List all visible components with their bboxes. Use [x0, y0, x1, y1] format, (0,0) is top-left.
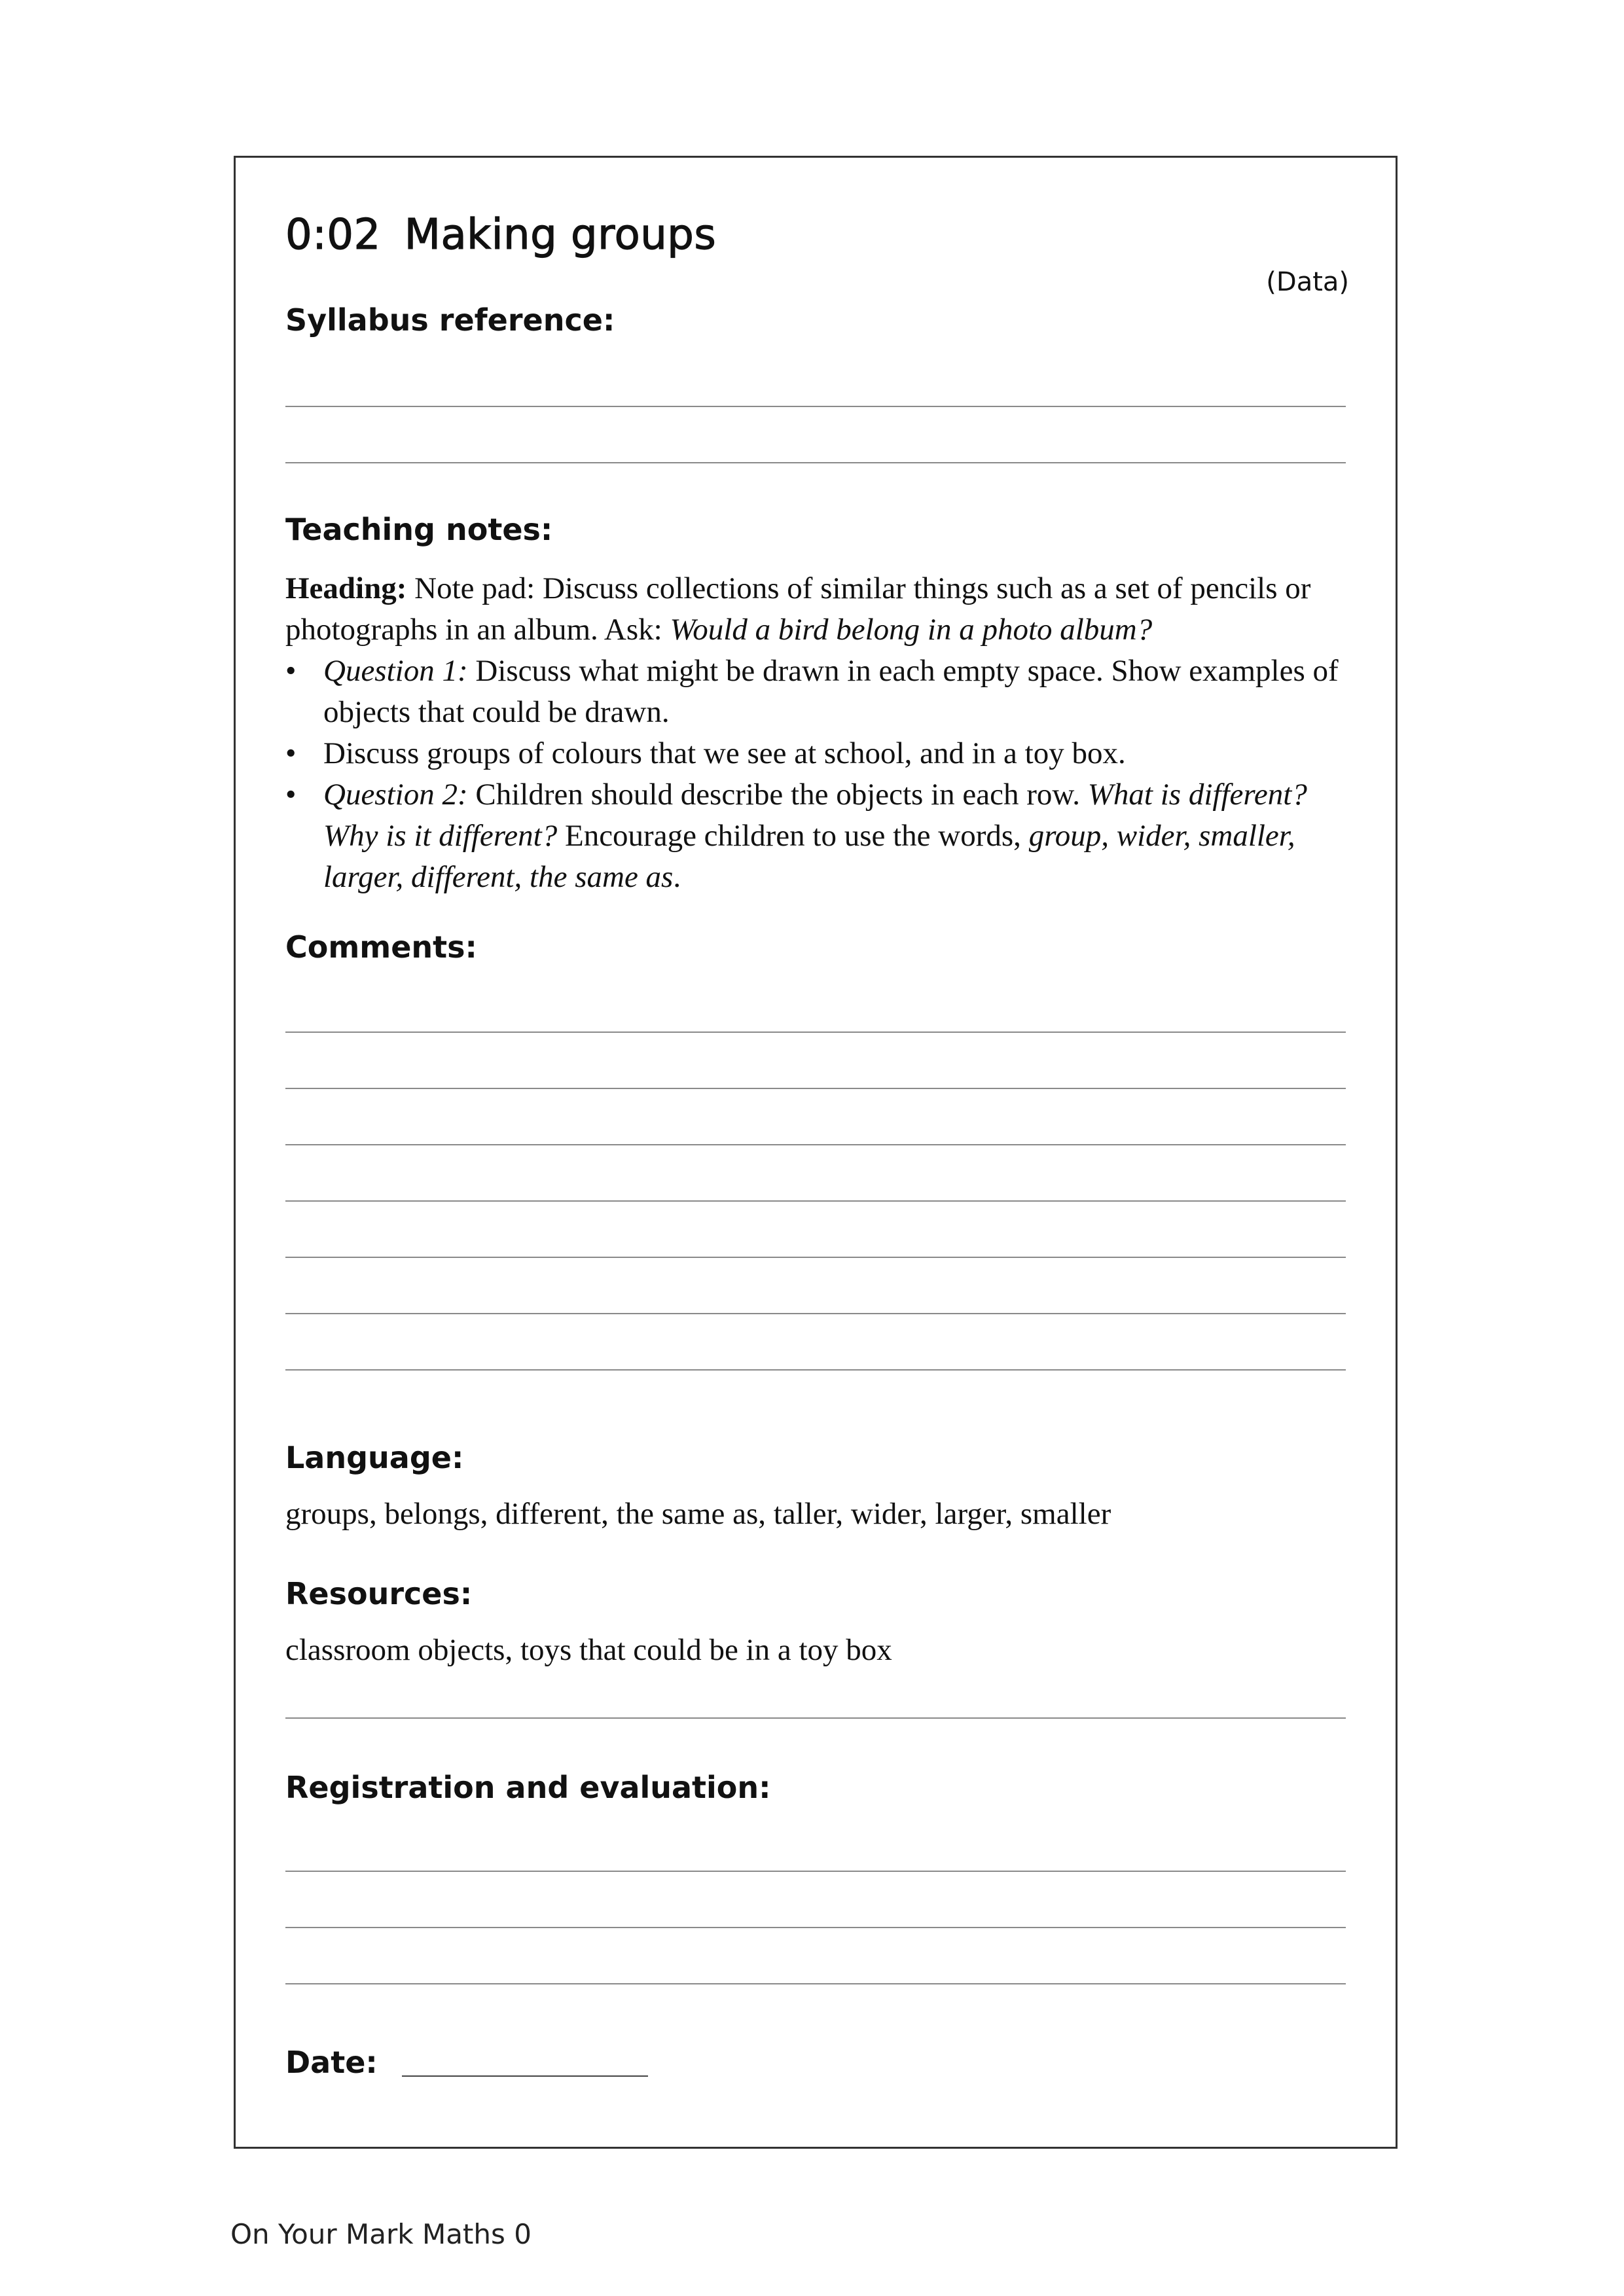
bullet-icon: • [285, 654, 297, 688]
syllabus-line-2[interactable] [285, 462, 1346, 463]
comments-line-5[interactable] [285, 1257, 1346, 1258]
registration-line-3[interactable] [285, 1983, 1346, 1984]
teaching-notes-body [285, 568, 1352, 898]
bullet-text-2: Encourage children to use the words, [557, 819, 1029, 853]
resources-heading: Resources: [285, 1576, 473, 1611]
page-number: 0:02 [285, 211, 381, 259]
bullet-text: Discuss what might be drawn in each empty space. Show examples of objects that could be drawn. [323, 654, 1339, 729]
intro-question: Would a bird belong in a photo album? [670, 613, 1153, 647]
syllabus-line-1[interactable] [285, 406, 1346, 407]
comments-line-7[interactable] [285, 1369, 1346, 1371]
bullet-label: Question 1: [323, 654, 468, 688]
registration-line-2[interactable] [285, 1927, 1346, 1928]
bullet-icon: • [285, 736, 297, 770]
comments-line-2[interactable] [285, 1088, 1346, 1089]
comments-line-6[interactable] [285, 1313, 1346, 1314]
worksheet-frame [234, 156, 1398, 2149]
comments-line-1[interactable] [285, 1031, 1346, 1033]
page-footer: On Your Mark Maths 0 [230, 2218, 532, 2250]
bullet-words: group, wider, smaller, larger, different, the same as [323, 819, 1295, 894]
comments-line-3[interactable] [285, 1144, 1346, 1145]
bullet-question: What is different? Why is it different? [323, 778, 1307, 853]
registration-heading: Registration and evaluation: [285, 1770, 771, 1805]
intro-text: Note pad: Discuss collections of similar things such as a set of pencils or photographs in an album. Ask: [285, 571, 1311, 647]
list-item [285, 733, 1352, 774]
intro-label: Heading: [285, 571, 407, 605]
bullet-text: Discuss groups of colours that we see at school, and in a toy box. [323, 736, 1126, 770]
language-heading: Language: [285, 1440, 464, 1475]
date-label: Date: [285, 2045, 378, 2080]
registration-line-1[interactable] [285, 1871, 1346, 1872]
teaching-notes-intro [285, 568, 1352, 651]
resources-line[interactable] [285, 1717, 1346, 1719]
bullet-label: Question 2: [323, 778, 468, 812]
syllabus-heading: Syllabus reference: [285, 302, 615, 338]
page-title-text: Making groups [404, 211, 717, 259]
comments-heading: Comments: [285, 929, 477, 965]
teaching-notes-heading: Teaching notes: [285, 512, 553, 547]
list-item [285, 651, 1352, 733]
date-field[interactable] [402, 2075, 648, 2077]
resources-text: classroom objects, toys that could be in a toy box [285, 1633, 892, 1667]
teaching-notes-list [285, 651, 1352, 898]
page-title [285, 211, 716, 259]
bullet-end: . [673, 860, 681, 894]
list-item [285, 774, 1352, 898]
bullet-text: Children should describe the objects in each row. [467, 778, 1088, 812]
bullet-icon: • [285, 778, 297, 812]
strand-label: (Data) [1266, 267, 1349, 297]
comments-line-4[interactable] [285, 1200, 1346, 1202]
language-text: groups, belongs, different, the same as, taller, wider, larger, smaller [285, 1497, 1111, 1531]
